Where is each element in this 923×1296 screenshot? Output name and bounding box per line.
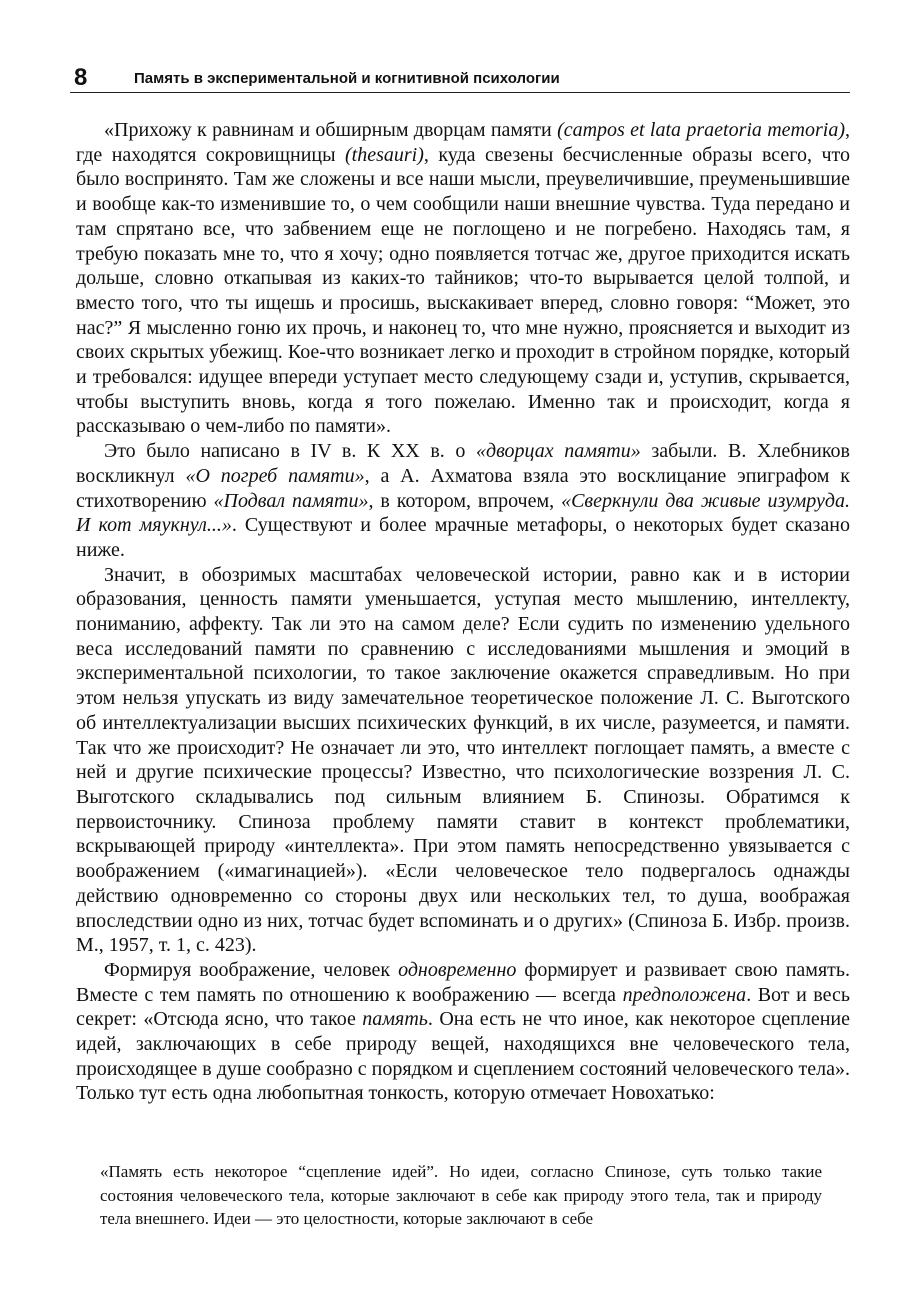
italic-quote: «Сверкнули два живые изумруда. И кот мяукнул...» [76, 489, 850, 537]
italic-quote: «О погреб памяти» [185, 464, 365, 487]
paragraph-augustine-quote [76, 118, 850, 439]
paragraph-vygotsky-spinoza: Значит, в обозримых масштабах человеческой истории, равно как и в истории образования, ценность памяти уменьшается, уступая место мышлению, интеллекту, пониманию, аффекту. Так ли это на самом деле? Если судить по изменению удельного веса исследований памяти по сравнению с исследованиями мышления и эмоций в экспериментальной психологии, то такое заключение окажется справедливым. Но при этом нельзя упускать из виду замечательное теоретическое положение Л. С. Выготского об интеллектуализации высших психических функций, в их числе, разумеется, и памяти. Так что же происходит? Не означает ли это, что интеллект поглощает память, а вместе с ней и другие психические процессы? Известно, что психологические воззрения Л. С. Выготского складывались под сильным влиянием Б. Спинозы. Обратимся к первоисточнику. Спиноза проблему памяти ставит в контекст проблематики, вскрывающей природу «интеллекта». При этом память непосредственно увязывается с воображением («имагинацией»). «Если человеческое тело подвергалось однажды действию одновременно со стороны двух или нескольких тел, то душа, воображая впоследствии одно из них, тотчас будет вспоминать и о других» (Спиноза Б. Избр. произв. М., 1957, т. 1, с. 423). [76, 563, 850, 957]
text-span: . Существуют и более мрачные метафоры, о некоторых будет сказано ниже. [76, 514, 850, 561]
main-text [76, 118, 850, 1106]
text-span: забыли. В. Хлебников воскликнул [76, 440, 850, 487]
block-quote [100, 1160, 822, 1231]
text-span: формирует и развивает свою память. Вместе с тем память по отношению к воображению — всегда [76, 958, 850, 1006]
page-header [70, 62, 850, 93]
latin-term: (campos et lata praetoria memoria) [557, 119, 846, 141]
text-span: , а А. Ахматова взяла это восклицание эпиграфом к стихотворению [76, 464, 851, 512]
italic-term: одновременно [398, 958, 517, 981]
text-span: , где находятся сокровищницы [76, 119, 851, 166]
block-quote-text: «Память есть некоторое “сцепление идей”. Но идеи, согласно Спинозе, суть только такие состояния человеческого тела, которые заключают в себе как природу этого тела, так и природу тела внешнего. Идеи — это целостности, которые заключают в себе [100, 1162, 822, 1228]
latin-term: (thesauri) [344, 143, 424, 166]
paragraph-memory-palaces [76, 439, 850, 563]
paragraph-imagination [76, 958, 850, 1106]
text-span: «Прихожу к равнинам и обширным дворцам памяти [104, 119, 558, 141]
text-span: Формируя воображение, человек [104, 958, 399, 981]
italic-term: память [362, 1008, 428, 1031]
italic-term: предположена [622, 983, 747, 1006]
page-number: 8 [74, 64, 88, 91]
text-span: . Она есть не что иное, как некоторое сцепление идей, заключающих в себе природу вещей, находящихся вне человеческого тела, происходящее в душе сообразно с порядком и сцеплением состояний человеческого тела». Только тут есть одна любопытная тонкость, которую отмечает Новохатько: [76, 1008, 851, 1105]
text-span: , в котором, впрочем, [368, 489, 562, 512]
italic-quote: «дворцах памяти» [475, 440, 641, 463]
running-title: Память в экспериментальной и когнитивной психологии [134, 70, 560, 87]
italic-quote: «Подвал памяти» [213, 489, 369, 512]
text-span: , куда свезены бесчисленные образы всего, что было воспринято. Там же сложены и все наши мысли, преувеличившие, преуменьшившие и вообще как-то изменившие то, о чем сообщили наши внешние чувства. Туда передано и там спрятано все, что забвением еще не поглощено и не погребено. Находясь там, я требую показать мне то, что я хочу; одно появляется тотчас же, другое приходится искать дольше, словно откапывая из каких-то тайников; что-то вырывается целой толпой, и вместо того, что ты ищешь и просишь, выскакивает вперед, словно говоря: “Может, это нас?” Я мысленно гоню их прочь, и наконец то, что мне нужно, проясняется и выходит из своих скрытых убежищ. Кое-что возникает легко и проходит в стройном порядке, который и требовался: идущее впереди уступает место следующему сзади и, уступив, скрывается, чтобы выступить вновь, когда я того пожелаю. Именно так и происходит, когда я рассказываю о чем-либо по памяти». [76, 143, 850, 438]
text-span: Это было написано в IV в. К XX в. о [104, 440, 476, 463]
text-span: . Вот и весь секрет: «Отсюда ясно, что такое [76, 983, 850, 1031]
